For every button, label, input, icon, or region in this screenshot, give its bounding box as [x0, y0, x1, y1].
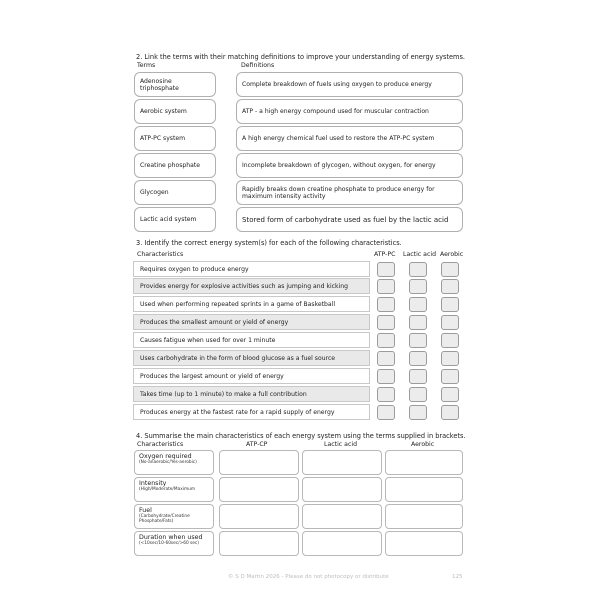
- answer-cell-aerobic[interactable]: [385, 477, 463, 502]
- checkbox-lactic-acid[interactable]: [409, 262, 427, 277]
- q4-row-title: Intensity: [139, 480, 167, 487]
- checkbox-aerobic[interactable]: [441, 351, 459, 366]
- checkbox-aerobic[interactable]: [441, 405, 459, 420]
- term-box[interactable]: Aerobic system: [134, 99, 216, 124]
- checkbox-aerobic[interactable]: [441, 387, 459, 402]
- copyright-notice: © S D Martin 2026 - Please do not photocopy or distribute: [228, 574, 389, 580]
- checkbox-atp-pc[interactable]: [377, 297, 395, 312]
- q4-col-header-aerobic: Aerobic: [411, 441, 435, 448]
- checkbox-lactic-acid[interactable]: [409, 351, 427, 366]
- q4-row-hint: (No-anaerobic/Yes-aerobic): [139, 460, 197, 465]
- checkbox-lactic-acid[interactable]: [409, 279, 427, 294]
- q4-characteristics-header: Characteristics: [137, 441, 184, 448]
- checkbox-aerobic[interactable]: [441, 369, 459, 384]
- characteristic-row: Produces energy at the fastest rate for a rapid supply of energy: [133, 404, 370, 420]
- answer-cell-lactic-acid[interactable]: [302, 450, 382, 475]
- checkbox-lactic-acid[interactable]: [409, 405, 427, 420]
- q4-col-header-lactic-acid: Lactic acid: [324, 441, 357, 448]
- q3-title: 3. Identify the correct energy system(s) for each of the following characteristics.: [136, 239, 402, 247]
- answer-cell-atp-cp[interactable]: [219, 531, 299, 556]
- checkbox-atp-pc[interactable]: [377, 405, 395, 420]
- definition-box[interactable]: Complete breakdown of fuels using oxygen to produce energy: [236, 72, 463, 97]
- col-header-atp-pc: ATP-PC: [374, 251, 396, 258]
- checkbox-lactic-acid[interactable]: [409, 369, 427, 384]
- characteristic-row: Requires oxygen to produce energy: [133, 261, 370, 277]
- q4-row-label: [134, 531, 214, 556]
- q4-row-title: Duration when used: [139, 534, 203, 541]
- checkbox-lactic-acid[interactable]: [409, 387, 427, 402]
- page-number: 125: [452, 574, 463, 580]
- answer-cell-lactic-acid[interactable]: [302, 531, 382, 556]
- terms-header: Terms: [137, 62, 156, 69]
- checkbox-atp-pc[interactable]: [377, 315, 395, 330]
- characteristic-row: Uses carbohydrate in the form of blood glucose as a fuel source: [133, 350, 370, 366]
- definition-box[interactable]: Rapidly breaks down creatine phosphate to produce energy for maximum intensity activity: [236, 180, 463, 205]
- term-box[interactable]: Creatine phosphate: [134, 153, 216, 178]
- answer-cell-atp-cp[interactable]: [219, 504, 299, 529]
- characteristic-row: Used when performing repeated sprints in a game of Basketball: [133, 296, 370, 312]
- q4-row-label: [134, 504, 214, 529]
- q4-title: 4. Summarise the main characteristics of each energy system using the terms supplied in brackets.: [136, 432, 466, 440]
- term-box[interactable]: Lactic acid system: [134, 207, 216, 232]
- q4-row-title: Oxygen required: [139, 453, 192, 460]
- q3-characteristics-header: Characteristics: [137, 251, 184, 258]
- q2-title: 2. Link the terms with their matching definitions to improve your understanding of energy systems.: [136, 53, 466, 61]
- answer-cell-lactic-acid[interactable]: [302, 504, 382, 529]
- answer-cell-aerobic[interactable]: [385, 531, 463, 556]
- definitions-header: Definitions: [241, 62, 275, 69]
- q4-row-hint: (High/Moderate/Maximum: [139, 487, 196, 492]
- answer-cell-aerobic[interactable]: [385, 450, 463, 475]
- col-header-aerobic: Aerobic: [440, 251, 464, 258]
- answer-cell-atp-cp[interactable]: [219, 450, 299, 475]
- checkbox-aerobic[interactable]: [441, 279, 459, 294]
- checkbox-lactic-acid[interactable]: [409, 333, 427, 348]
- checkbox-aerobic[interactable]: [441, 262, 459, 277]
- characteristic-row: Provides energy for explosive activities such as jumping and kicking: [133, 278, 370, 294]
- definition-box[interactable]: A high energy chemical fuel used to restore the ATP-PC system: [236, 126, 463, 151]
- term-box[interactable]: Glycogen: [134, 180, 216, 205]
- answer-cell-atp-cp[interactable]: [219, 477, 299, 502]
- characteristic-row: Takes time (up to 1 minute) to make a full contribution: [133, 386, 370, 402]
- characteristic-row: Causes fatigue when used for over 1 minute: [133, 332, 370, 348]
- q4-col-header-atp-cp: ATP-CP: [246, 441, 268, 448]
- q4-row-label: [134, 477, 214, 502]
- q4-row-title: Fuel: [139, 507, 152, 514]
- answer-cell-lactic-acid[interactable]: [302, 477, 382, 502]
- checkbox-atp-pc[interactable]: [377, 262, 395, 277]
- term-box[interactable]: Adenosine triphosphate: [134, 72, 216, 97]
- checkbox-atp-pc[interactable]: [377, 387, 395, 402]
- q4-row-hint: (Carbohydrate/Creatine Phosphate/Fats): [139, 514, 190, 524]
- checkbox-aerobic[interactable]: [441, 315, 459, 330]
- definition-box[interactable]: ATP - a high energy compound used for muscular contraction: [236, 99, 463, 124]
- definition-box[interactable]: Incomplete breakdown of glycogen, without oxygen, for energy: [236, 153, 463, 178]
- checkbox-atp-pc[interactable]: [377, 333, 395, 348]
- answer-cell-aerobic[interactable]: [385, 504, 463, 529]
- characteristic-row: Produces the smallest amount or yield of energy: [133, 314, 370, 330]
- checkbox-aerobic[interactable]: [441, 297, 459, 312]
- checkbox-atp-pc[interactable]: [377, 369, 395, 384]
- q4-row-label: [134, 450, 214, 475]
- definition-box[interactable]: Stored form of carbohydrate used as fuel by the lactic acid: [236, 207, 463, 232]
- checkbox-lactic-acid[interactable]: [409, 297, 427, 312]
- checkbox-lactic-acid[interactable]: [409, 315, 427, 330]
- term-box[interactable]: ATP-PC system: [134, 126, 216, 151]
- characteristic-row: Produces the largest amount or yield of energy: [133, 368, 370, 384]
- col-header-lactic-acid: Lactic acid: [403, 251, 436, 258]
- checkbox-atp-pc[interactable]: [377, 351, 395, 366]
- checkbox-aerobic[interactable]: [441, 333, 459, 348]
- q4-row-hint: (<10sec/10-60sec/>60 sec): [139, 541, 199, 546]
- checkbox-atp-pc[interactable]: [377, 279, 395, 294]
